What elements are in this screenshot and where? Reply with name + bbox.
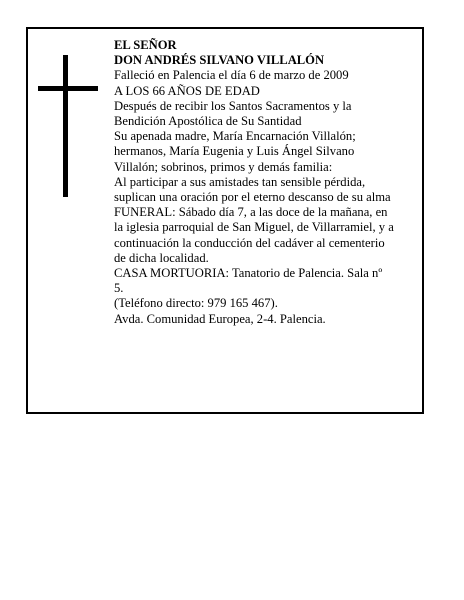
funeral-line-3: continuación la conducción del cadáver al cementerio — [114, 235, 385, 250]
obituary-text — [114, 38, 420, 327]
age-line: A LOS 66 AÑOS DE EDAD — [114, 83, 260, 98]
family-line-3: Villalón; sobrinos, primos y demás familia: — [114, 159, 333, 174]
sacraments-line-2: Bendición Apostólica de Su Santidad — [114, 114, 302, 129]
sacraments-line-1: Después de recibir los Santos Sacramentos y la — [114, 98, 352, 113]
funeral-line-1: FUNERAL: Sábado día 7, a las doce de la mañana, en — [114, 205, 388, 220]
funeral-line-4: de dicha localidad. — [114, 250, 209, 265]
phone-line: (Teléfono directo: 979 165 467). — [114, 296, 278, 311]
address-line: Avda. Comunidad Europea, 2-4. Palencia. — [114, 311, 326, 326]
notice-title-line-1: EL SEÑOR — [114, 38, 177, 52]
request-line-1: Al participar a sus amistades tan sensible pérdida, — [114, 174, 366, 189]
deceased-name: DON ANDRÉS SILVANO VILLALÓN — [114, 53, 325, 68]
cross-vertical-bar — [63, 55, 68, 197]
mortuary-line-1: CASA MORTUORIA: Tanatorio de Palencia. Sala nº — [114, 266, 383, 281]
cross-horizontal-bar — [38, 86, 98, 91]
cross-icon — [38, 55, 98, 197]
family-line-1: Su apenada madre, María Encarnación Villalón; — [114, 129, 356, 144]
funeral-line-2: la iglesia parroquial de San Miguel, de Villarramiel, y a — [114, 220, 394, 235]
family-line-2: hermanos, María Eugenia y Luis Ángel Silvano — [114, 144, 355, 159]
death-date-line: Falleció en Palencia el día 6 de marzo de 2009 — [114, 68, 349, 83]
request-line-2: suplican una oración por el eterno descanso de su alma — [114, 190, 391, 205]
mortuary-line-2: 5. — [114, 281, 124, 296]
